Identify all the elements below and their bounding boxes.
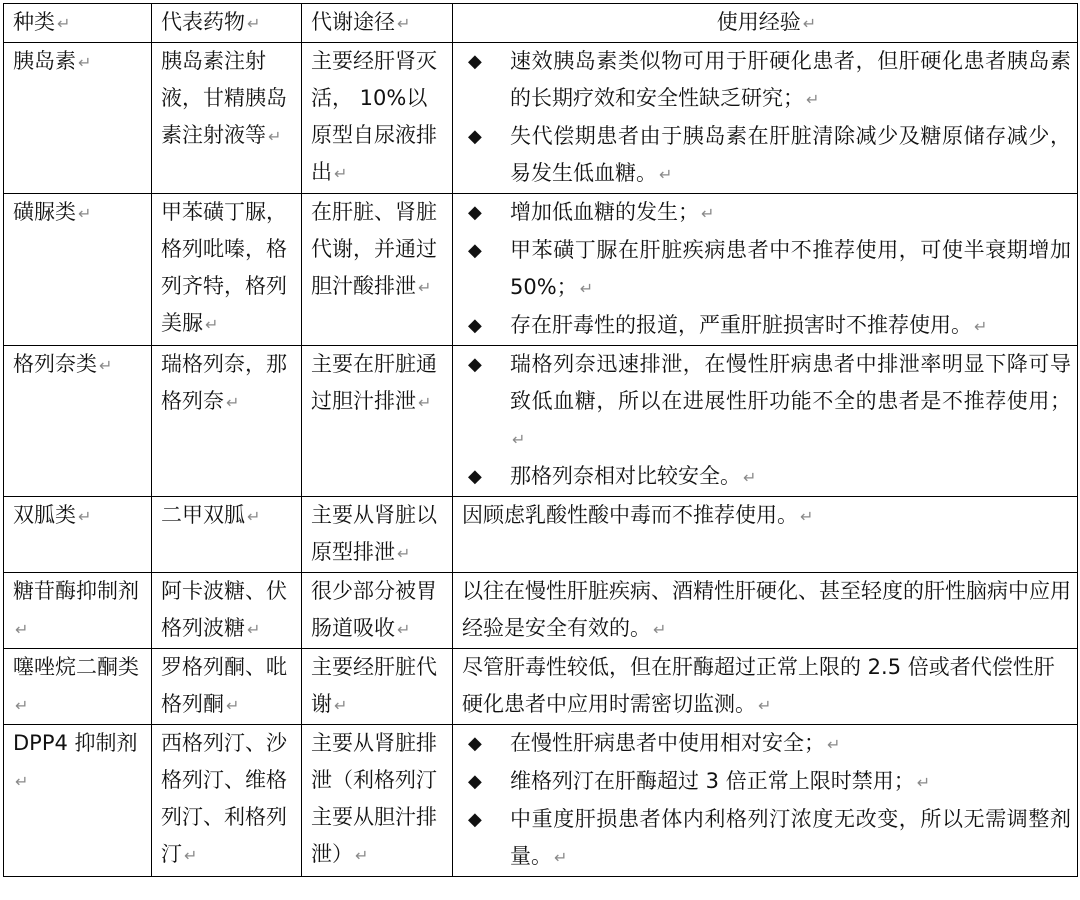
list-item: ◆ 中重度肝损患者体内利格列汀浓度无改变，所以无需调整剂量。 ↵ (462, 801, 1071, 876)
cell-metabolism: 主要在肝脏通过胆汁排泄 ↵ (302, 346, 453, 497)
diamond-bullet-icon: ◆ (468, 466, 482, 487)
cell-metabolism: 主要从肾脏排泄（利格列汀主要从胆汁排泄） ↵ (302, 725, 453, 877)
return-mark: ↵ (397, 14, 411, 33)
cell-category: 胰岛素 ↵ (4, 43, 152, 194)
return-mark: ↵ (554, 848, 568, 867)
cell-drugs: 胰岛素注射液，甘精胰岛素注射液等 ↵ (152, 43, 302, 194)
return-mark: ↵ (15, 772, 29, 791)
diamond-bullet-icon: ◆ (468, 733, 482, 754)
diamond-bullet-icon: ◆ (468, 240, 482, 261)
cell-experience (453, 194, 1078, 346)
cell-category: 噻唑烷二酮类↵ (4, 649, 152, 725)
cell-metabolism: 主要经肝肾灭活， 10%以原型自尿液排出 ↵ (302, 43, 453, 194)
return-mark: ↵ (827, 735, 841, 754)
cell-drugs: 罗格列酮、吡格列酮 ↵ (152, 649, 302, 725)
table-header-row (4, 4, 1078, 43)
table-row (4, 43, 1078, 194)
return-mark: ↵ (57, 14, 71, 33)
header-metabolism: 代谢途径 ↵ (302, 4, 453, 43)
table-row (4, 725, 1078, 877)
cell-category: 糖苷酶抑制剂↵ (4, 573, 152, 649)
return-mark: ↵ (184, 846, 198, 865)
return-mark: ↵ (78, 507, 92, 526)
table-row (4, 194, 1078, 346)
cell-experience: 尽管肝毒性较低，但在肝酶超过正常上限的 2.5 倍或者代偿性肝硬化患者中应用时需密切监测。 ↵ (453, 649, 1078, 725)
return-mark: ↵ (418, 278, 432, 297)
cell-experience: 以往在慢性肝脏疾病、酒精性肝硬化、甚至轻度的肝性脑病中应用经验是安全有效的。 ↵ (453, 573, 1078, 649)
return-mark: ↵ (418, 393, 432, 412)
list-item: ◆ 瑞格列奈迅速排泄，在慢性肝病患者中排泄率明显下降可导致低血糖，所以在进展性肝功能不全的患者是不推荐使用；↵ (462, 346, 1071, 458)
experience-list (462, 43, 1071, 193)
cell-metabolism: 很少部分被胃肠道吸收 ↵ (302, 573, 453, 649)
list-item: ◆ 甲苯磺丁脲在肝脏疾病患者中不推荐使用，可使半衰期增加 50%； ↵ (462, 232, 1071, 307)
list-item: ◆ 那格列奈相对比较安全。 ↵ (462, 458, 1071, 496)
return-mark: ↵ (247, 14, 261, 33)
list-item: ◆ 速效胰岛素类似物可用于肝硬化患者，但肝硬化患者胰岛素的长期疗效和安全性缺乏研究； ↵ (462, 43, 1071, 118)
return-mark: ↵ (226, 696, 240, 715)
return-mark: ↵ (579, 279, 594, 298)
cell-category: 磺脲类 ↵ (4, 194, 152, 346)
diamond-bullet-icon: ◆ (468, 771, 482, 792)
return-mark: ↵ (397, 544, 411, 563)
return-mark: ↵ (268, 127, 282, 146)
return-mark: ↵ (653, 620, 667, 639)
return-mark: ↵ (397, 620, 411, 639)
cell-drugs: 西格列汀、沙格列汀、维格列汀、利格列汀 ↵ (152, 725, 302, 877)
return-mark: ↵ (659, 165, 673, 184)
return-mark: ↵ (205, 315, 219, 334)
return-mark: ↵ (974, 317, 988, 336)
cell-drugs: 二甲双胍 ↵ (152, 497, 302, 573)
diamond-bullet-icon: ◆ (468, 51, 482, 72)
header-drugs: 代表药物 ↵ (152, 4, 302, 43)
table-row (4, 497, 1078, 573)
experience-list (462, 725, 1071, 876)
return-mark: ↵ (355, 846, 369, 865)
diamond-bullet-icon: ◆ (468, 315, 482, 336)
return-mark: ↵ (226, 393, 240, 412)
return-mark: ↵ (743, 468, 757, 487)
return-mark: ↵ (806, 90, 820, 109)
drug-metabolism-table (3, 3, 1078, 877)
table-body (4, 43, 1078, 877)
return-mark: ↵ (247, 507, 261, 526)
list-item: ◆ 存在肝毒性的报道，严重肝脏损害时不推荐使用。 ↵ (462, 307, 1071, 345)
table-row (4, 573, 1078, 649)
return-mark: ↵ (247, 620, 261, 639)
experience-list (462, 346, 1071, 496)
cell-experience (453, 43, 1078, 194)
return-mark: ↵ (800, 507, 814, 526)
diamond-bullet-icon: ◆ (468, 809, 482, 830)
list-item: ◆ 维格列汀在肝酶超过 3 倍正常上限时禁用； ↵ (462, 763, 1071, 801)
list-item: ◆ 失代偿期患者由于胰岛素在肝脏清除减少及糖原储存减少，易发生低血糖。 ↵ (462, 118, 1071, 193)
return-mark: ↵ (512, 430, 526, 449)
list-item: ◆ 在慢性肝病患者中使用相对安全； ↵ (462, 725, 1071, 763)
cell-drugs: 甲苯磺丁脲，格列吡嗪，格列齐特，格列美脲 ↵ (152, 194, 302, 346)
table-row (4, 649, 1078, 725)
cell-experience (453, 346, 1078, 497)
header-experience: 使用经验 ↵ (453, 4, 1078, 43)
return-mark: ↵ (802, 14, 817, 33)
return-mark: ↵ (15, 696, 29, 715)
cell-category: 双胍类 ↵ (4, 497, 152, 573)
diamond-bullet-icon: ◆ (468, 202, 482, 223)
return-mark: ↵ (701, 204, 715, 223)
return-mark: ↵ (78, 204, 92, 223)
cell-drugs: 瑞格列奈，那格列奈 ↵ (152, 346, 302, 497)
return-mark: ↵ (15, 620, 29, 639)
cell-category: 格列奈类 ↵ (4, 346, 152, 497)
cell-metabolism: 主要经肝脏代谢 ↵ (302, 649, 453, 725)
return-mark: ↵ (916, 773, 931, 792)
return-mark: ↵ (758, 696, 772, 715)
return-mark: ↵ (334, 696, 348, 715)
header-category: 种类 ↵ (4, 4, 152, 43)
table-row (4, 346, 1078, 497)
return-mark: ↵ (78, 53, 92, 72)
return-mark: ↵ (334, 164, 348, 183)
experience-list (462, 194, 1071, 345)
cell-category: DPP4 抑制剂↵ (4, 725, 152, 877)
cell-drugs: 阿卡波糖、伏格列波糖 ↵ (152, 573, 302, 649)
list-item: ◆ 增加低血糖的发生； ↵ (462, 194, 1071, 232)
diamond-bullet-icon: ◆ (468, 126, 482, 147)
diamond-bullet-icon: ◆ (468, 354, 482, 375)
return-mark: ↵ (99, 356, 113, 375)
cell-metabolism: 主要从肾脏以原型排泄 ↵ (302, 497, 453, 573)
cell-experience: 因顾虑乳酸性酸中毒而不推荐使用。 ↵ (453, 497, 1078, 573)
cell-experience (453, 725, 1078, 877)
cell-metabolism: 在肝脏、肾脏代谢，并通过胆汁酸排泄 ↵ (302, 194, 453, 346)
